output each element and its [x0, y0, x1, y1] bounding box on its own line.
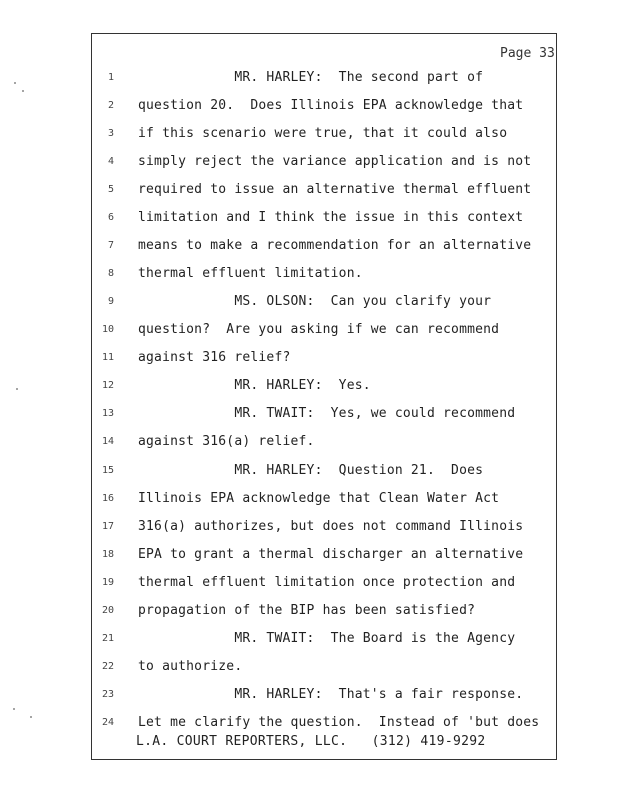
line-number: 24 [101, 717, 114, 728]
line-19 [100, 573, 550, 593]
scan-speck [16, 388, 18, 390]
line-6 [100, 208, 550, 228]
footer-reporter: L.A. COURT REPORTERS, LLC. (312) 419-9292 [136, 734, 486, 749]
line-text: simply reject the variance application and is not [138, 154, 532, 169]
line-14 [100, 432, 550, 452]
line-number: 4 [107, 156, 114, 167]
line-number: 22 [101, 661, 114, 672]
line-text: MS. OLSON: Can you clarify your [138, 294, 492, 309]
line-15 [100, 461, 550, 481]
line-number: 13 [101, 408, 114, 419]
line-text: EPA to grant a thermal discharger an alternative [138, 547, 524, 562]
line-number: 1 [107, 72, 114, 83]
line-text: Let me clarify the question. Instead of 'but does [138, 715, 540, 730]
line-text: MR. HARLEY: Yes. [138, 378, 371, 393]
line-12 [100, 376, 550, 396]
line-number: 21 [101, 633, 114, 644]
line-4 [100, 152, 550, 172]
line-text: propagation of the BIP has been satisfied? [138, 603, 476, 618]
line-1 [100, 68, 550, 88]
line-number: 7 [107, 240, 114, 251]
line-number: 8 [107, 268, 114, 279]
page-number: Page 33 [500, 46, 555, 61]
line-number: 19 [101, 577, 114, 588]
line-text: to authorize. [138, 659, 243, 674]
line-text: MR. TWAIT: The Board is the Agency [138, 631, 516, 646]
line-text: MR. HARLEY: That's a fair response. [138, 687, 524, 702]
line-9 [100, 292, 550, 312]
line-text: thermal effluent limitation. [138, 266, 363, 281]
line-number: 5 [107, 184, 114, 195]
line-text: limitation and I think the issue in this context [138, 210, 524, 225]
line-text: MR. TWAIT: Yes, we could recommend [138, 406, 516, 421]
line-16 [100, 489, 550, 509]
line-5 [100, 180, 550, 200]
line-text: if this scenario were true, that it could also [138, 126, 508, 141]
line-21 [100, 629, 550, 649]
scan-speck [30, 716, 32, 718]
line-text: MR. HARLEY: Question 21. Does [138, 463, 484, 478]
line-text: question 20. Does Illinois EPA acknowledge that [138, 98, 524, 113]
line-text: against 316 relief? [138, 350, 291, 365]
line-number: 17 [101, 521, 114, 532]
line-20 [100, 601, 550, 621]
line-2 [100, 96, 550, 116]
line-number: 10 [101, 324, 114, 335]
line-8 [100, 264, 550, 284]
line-7 [100, 236, 550, 256]
line-text: MR. HARLEY: The second part of [138, 70, 484, 85]
line-24 [100, 713, 550, 733]
line-22 [100, 657, 550, 677]
line-3 [100, 124, 550, 144]
line-number: 11 [101, 352, 114, 363]
line-number: 3 [107, 128, 114, 139]
line-number: 15 [101, 465, 114, 476]
line-number: 12 [101, 380, 114, 391]
line-number: 23 [101, 689, 114, 700]
line-23 [100, 685, 550, 705]
scan-speck [14, 82, 16, 84]
line-number: 2 [107, 100, 114, 111]
line-text: question? Are you asking if we can recommend [138, 322, 500, 337]
line-10 [100, 320, 550, 340]
line-text: means to make a recommendation for an alternative [138, 238, 532, 253]
line-18 [100, 545, 550, 565]
line-text: required to issue an alternative thermal effluent [138, 182, 532, 197]
line-number: 9 [107, 296, 114, 307]
line-text: thermal effluent limitation once protection and [138, 575, 516, 590]
line-number: 6 [107, 212, 114, 223]
line-number: 16 [101, 493, 114, 504]
line-text: 316(a) authorizes, but does not command Illinois [138, 519, 524, 534]
line-number: 20 [101, 605, 114, 616]
scan-speck [22, 90, 24, 92]
line-number: 18 [101, 549, 114, 560]
line-text: against 316(a) relief. [138, 434, 315, 449]
line-17 [100, 517, 550, 537]
line-11 [100, 348, 550, 368]
line-text: Illinois EPA acknowledge that Clean Water Act [138, 491, 500, 506]
scan-speck [13, 708, 15, 710]
line-13 [100, 404, 550, 424]
line-number: 14 [101, 436, 114, 447]
